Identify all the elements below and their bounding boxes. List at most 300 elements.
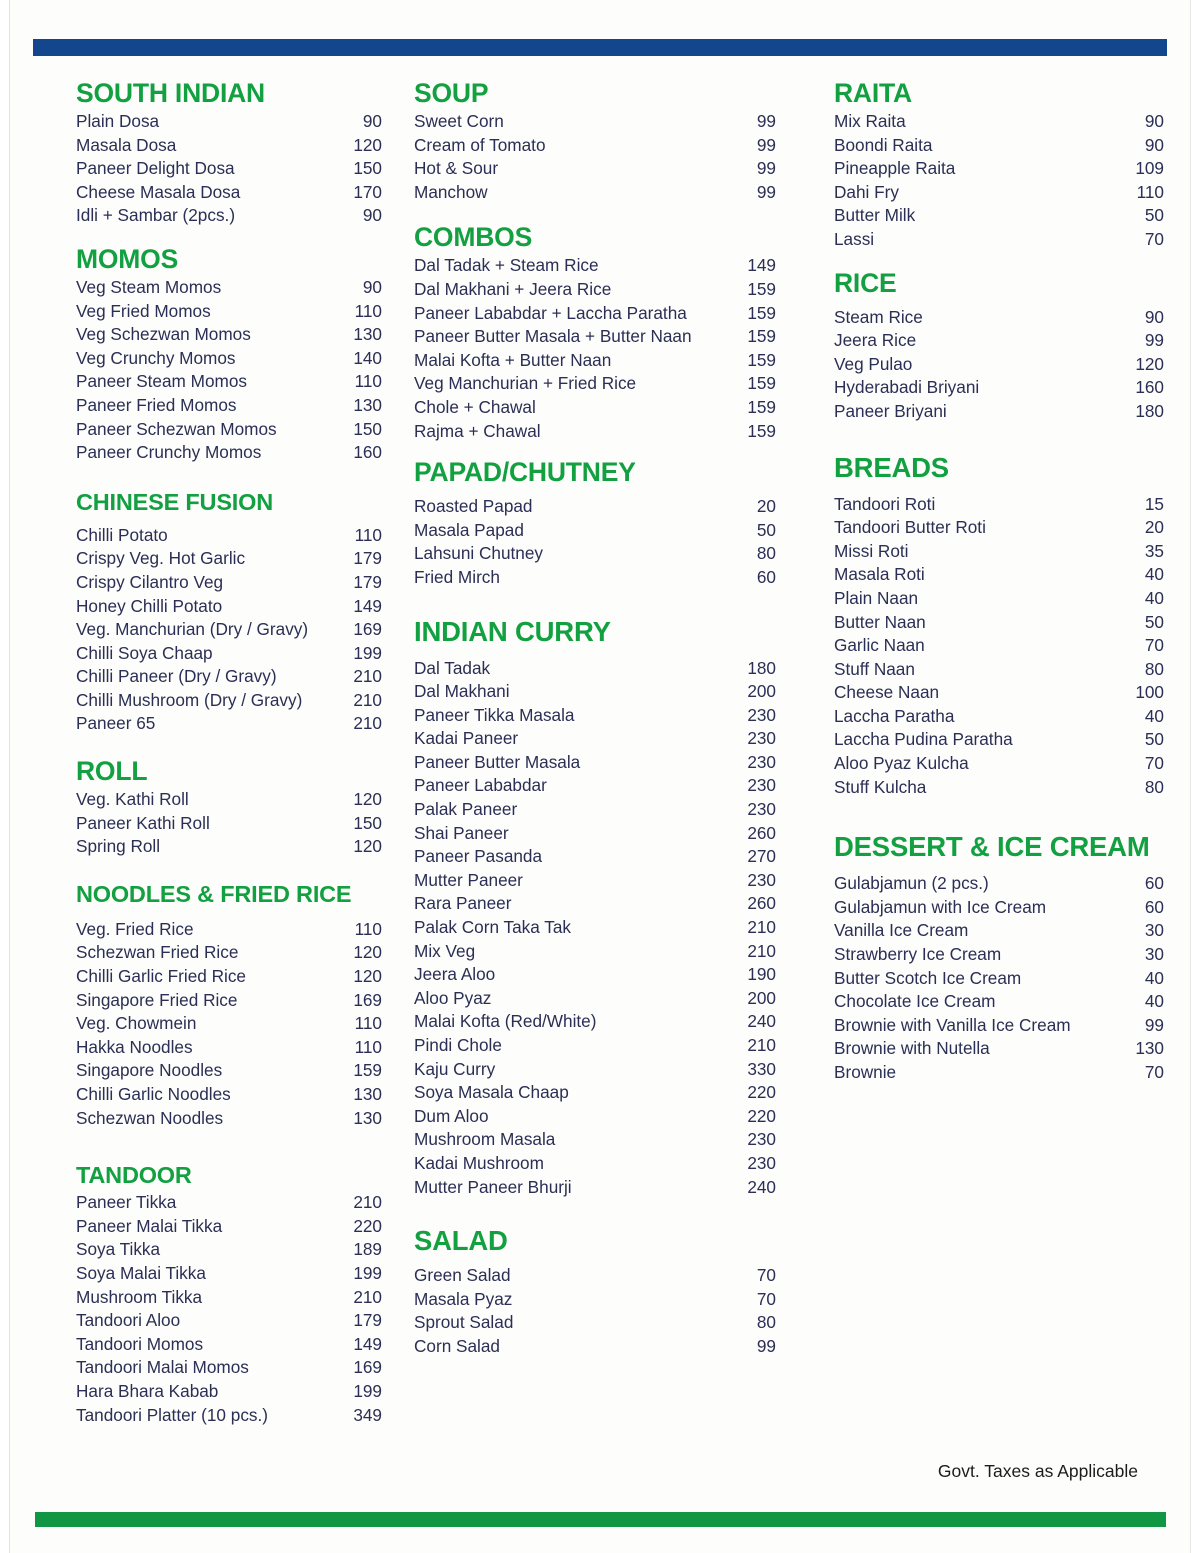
menu-item-price: 50: [756, 519, 776, 540]
menu-item-name: Butter Milk: [834, 205, 916, 226]
menu-item-price: 159: [747, 302, 776, 323]
menu-item-price: 50: [1144, 205, 1164, 226]
menu-item-row: [76, 835, 382, 859]
menu-item-row: [414, 1311, 776, 1335]
menu-item-name: Hot & Sour: [414, 158, 499, 179]
menu-item-row: [414, 1105, 776, 1129]
menu-item-price: 169: [353, 619, 382, 640]
menu-item-name: Chilli Paneer (Dry / Gravy): [76, 666, 277, 687]
menu-item-price: 50: [1144, 729, 1164, 750]
menu-item-name: Butter Scotch Ice Cream: [834, 967, 1022, 988]
menu-item-row: [834, 658, 1164, 682]
menu-item-list: [414, 110, 776, 204]
menu-item-row: [834, 728, 1164, 752]
menu-item-row: [76, 1107, 382, 1131]
menu-item-name: Mushroom Masala: [414, 1129, 556, 1150]
menu-item-name: Hyderabadi Briyani: [834, 377, 980, 398]
section-title: MOMOS: [76, 243, 179, 274]
menu-item-row: [76, 642, 382, 666]
menu-item-price: 40: [1144, 705, 1164, 726]
menu-item-name: Cheese Masala Dosa: [76, 181, 241, 202]
menu-item-row: [76, 1380, 382, 1404]
menu-item-price: 220: [353, 1215, 382, 1236]
menu-item-row: [414, 1081, 776, 1105]
menu-item-row: [414, 869, 776, 893]
menu-item-price: 230: [747, 869, 776, 890]
menu-item-price: 30: [1144, 920, 1164, 941]
menu-item-name: Steam Rice: [834, 306, 923, 327]
menu-item-name: Chilli Garlic Noodles: [76, 1084, 231, 1104]
menu-item-row: [76, 571, 382, 595]
menu-item-price: 90: [362, 276, 382, 297]
menu-item-row: [834, 896, 1164, 920]
menu-item-price: 210: [353, 666, 382, 687]
menu-item-price: 110: [354, 300, 382, 321]
section-title: RAITA: [834, 78, 912, 108]
menu-item-name: Plain Dosa: [76, 111, 160, 131]
menu-item-name: Kadai Mushroom: [414, 1152, 544, 1173]
menu-section: [76, 244, 382, 465]
menu-item-name: Mutter Paneer: [414, 869, 523, 890]
menu-item-name: Malai Kofta (Red/White): [414, 1011, 597, 1032]
menu-item-price: 190: [747, 964, 776, 985]
menu-item-name: Paneer Schezwan Momos: [76, 418, 277, 439]
menu-item-price: 260: [747, 893, 776, 914]
menu-item-name: Palak Corn Taka Tak: [414, 917, 572, 938]
menu-item-name: Tandoori Aloo: [76, 1310, 181, 1331]
menu-item-name: Brownie: [834, 1062, 897, 1082]
menu-item-row: [76, 1333, 382, 1357]
menu-item-price: 330: [747, 1058, 776, 1079]
menu-item-price: 20: [756, 496, 776, 517]
menu-item-price: 159: [747, 396, 776, 417]
menu-item-row: [834, 1061, 1164, 1085]
menu-item-name: Vanilla Ice Cream: [834, 920, 969, 941]
menu-item-row: [834, 376, 1164, 400]
menu-item-name: Jeera Rice: [834, 330, 917, 351]
menu-item-row: [834, 611, 1164, 635]
menu-item-price: 99: [756, 158, 776, 179]
menu-item-row: [76, 918, 382, 942]
menu-item-row: [834, 752, 1164, 776]
menu-item-price: 70: [1144, 1062, 1164, 1082]
menu-item-price: 99: [756, 181, 776, 202]
menu-item-row: [414, 420, 776, 444]
menu-item-row: [414, 1034, 776, 1058]
menu-item-list: [414, 254, 776, 443]
menu-item-row: [76, 181, 382, 205]
menu-section: [76, 756, 382, 859]
menu-item-row: [414, 325, 776, 349]
menu-item-row: [76, 347, 382, 371]
menu-item-price: 110: [1136, 181, 1164, 202]
menu-item-price: 230: [747, 1129, 776, 1150]
menu-item-row: [834, 157, 1164, 181]
menu-item-name: Paneer Malai Tikka: [76, 1215, 223, 1236]
menu-item-price: 180: [747, 657, 776, 678]
menu-item-price: 120: [353, 836, 382, 857]
menu-item-row: [834, 634, 1164, 658]
menu-item-list: [76, 788, 382, 859]
menu-item-row: [76, 547, 382, 571]
menu-item-name: Honey Chilli Potato: [76, 595, 223, 616]
menu-item-price: 110: [354, 524, 382, 545]
menu-item-name: Veg Manchurian + Fried Rice: [414, 373, 637, 394]
menu-item-name: Veg Fried Momos: [76, 300, 211, 321]
menu-item-price: 260: [747, 822, 776, 843]
menu-item-row: [414, 1288, 776, 1312]
menu-item-row: [414, 181, 776, 205]
menu-item-price: 99: [756, 111, 776, 131]
menu-item-name: Dum Aloo: [414, 1105, 489, 1126]
menu-item-price: 70: [1144, 228, 1164, 249]
menu-section: [414, 1225, 776, 1358]
menu-item-price: 40: [1144, 991, 1164, 1012]
menu-item-name: Chilli Soya Chaap: [76, 642, 213, 663]
menu-item-name: Veg Schezwan Momos: [76, 324, 251, 345]
menu-item-name: Dahi Fry: [834, 181, 899, 202]
menu-item-row: [834, 563, 1164, 587]
menu-item-price: 99: [756, 134, 776, 155]
menu-item-row: [76, 1238, 382, 1262]
menu-item-price: 220: [747, 1105, 776, 1126]
menu-section: [834, 268, 1164, 424]
menu-item-name: Dal Tadak + Steam Rice: [414, 255, 599, 276]
menu-item-price: 200: [747, 681, 776, 702]
menu-item-name: Tandoori Malai Momos: [76, 1357, 249, 1378]
menu-item-list: [834, 110, 1164, 252]
menu-item-name: Dal Makhani: [414, 681, 510, 702]
menu-section: [76, 489, 382, 736]
menu-item-row: [414, 704, 776, 728]
menu-item-row: [834, 181, 1164, 205]
menu-item-price: 210: [353, 1192, 382, 1213]
menu-item-list: [414, 495, 776, 589]
menu-item-row: [834, 943, 1164, 967]
menu-item-row: [414, 657, 776, 681]
menu-item-name: Malai Kofta + Butter Naan: [414, 349, 612, 370]
menu-item-row: [414, 1264, 776, 1288]
menu-item-price: 110: [354, 371, 382, 392]
menu-item-row: [76, 1083, 382, 1107]
menu-item-row: [414, 1128, 776, 1152]
column-2: [400, 78, 820, 1427]
menu-item-row: [834, 516, 1164, 540]
menu-item-name: Paneer Steam Momos: [76, 371, 247, 392]
menu-item-price: 109: [1135, 158, 1164, 179]
menu-item-price: 149: [747, 255, 776, 276]
menu-item-name: Plain Naan: [834, 587, 919, 608]
menu-item-name: Masala Papad: [414, 519, 524, 540]
menu-item-list: [76, 276, 382, 465]
menu-item-name: Chole + Chawal: [414, 396, 536, 417]
menu-item-name: Veg. Kathi Roll: [76, 789, 189, 810]
menu-item-name: Masala Pyaz: [414, 1288, 513, 1309]
section-title: COMBOS: [414, 222, 533, 253]
section-title: SALAD: [414, 1225, 508, 1257]
menu-item-name: Stuff Naan: [834, 658, 915, 679]
menu-section: [414, 457, 776, 589]
menu-section: [76, 1162, 382, 1427]
menu-item-price: 90: [1144, 111, 1164, 131]
menu-item-row: [414, 349, 776, 373]
menu-item-name: Manchow: [414, 181, 488, 202]
menu-item-row: [76, 1012, 382, 1036]
menu-item-name: Soya Masala Chaap: [414, 1082, 569, 1103]
menu-item-name: Lahsuni Chutney: [414, 543, 543, 564]
menu-item-name: Paneer Tikka Masala: [414, 704, 575, 725]
menu-item-row: [414, 845, 776, 869]
menu-item-name: Singapore Noodles: [76, 1060, 223, 1081]
menu-item-row: [414, 278, 776, 302]
menu-item-name: Veg Crunchy Momos: [76, 347, 236, 368]
tax-note: Govt. Taxes as Applicable: [937, 1461, 1138, 1481]
menu-item-price: 199: [353, 642, 382, 663]
menu-item-price: 159: [747, 326, 776, 347]
menu-item-row: [76, 1036, 382, 1060]
menu-item-name: Fried Mirch: [414, 566, 500, 587]
menu-item-row: [76, 1286, 382, 1310]
menu-item-row: [76, 989, 382, 1013]
menu-item-price: 230: [747, 704, 776, 725]
menu-item-name: Chilli Garlic Fried Rice: [76, 966, 246, 987]
menu-item-name: Palak Paneer: [414, 799, 518, 820]
menu-item-price: 199: [353, 1262, 382, 1283]
menu-item-row: [414, 940, 776, 964]
menu-item-price: 70: [756, 1288, 776, 1309]
menu-item-name: Green Salad: [414, 1265, 511, 1286]
menu-item-name: Paneer Kathi Roll: [76, 812, 210, 833]
menu-item-name: Pineapple Raita: [834, 158, 956, 179]
menu-item-row: [834, 705, 1164, 729]
menu-item-price: 240: [747, 1011, 776, 1032]
menu-item-name: Mushroom Tikka: [76, 1286, 203, 1307]
menu-item-price: 80: [1144, 776, 1164, 797]
menu-item-list: [834, 872, 1164, 1084]
menu-item-row: [414, 519, 776, 543]
menu-columns: [0, 78, 1200, 1427]
section-title: TANDOOR: [76, 1162, 192, 1189]
menu-item-price: 80: [1144, 658, 1164, 679]
menu-item-price: 159: [747, 373, 776, 394]
menu-item-price: 230: [747, 728, 776, 749]
menu-item-row: [414, 963, 776, 987]
menu-item-name: Hara Bhara Kabab: [76, 1380, 219, 1401]
menu-item-price: 210: [353, 1286, 382, 1307]
menu-item-row: [76, 1262, 382, 1286]
menu-item-price: 70: [756, 1265, 776, 1286]
menu-item-name: Boondi Raita: [834, 134, 933, 155]
section-title: CHINESE FUSION: [76, 488, 273, 515]
menu-item-price: 15: [1144, 493, 1164, 514]
menu-item-row: [414, 495, 776, 519]
menu-item-name: Singapore Fried Rice: [76, 989, 238, 1010]
menu-item-price: 120: [353, 134, 382, 155]
menu-item-name: Strawberry Ice Cream: [834, 944, 1002, 965]
menu-item-name: Veg. Fried Rice: [76, 918, 194, 939]
menu-item-row: [834, 134, 1164, 158]
menu-item-row: [76, 1191, 382, 1215]
menu-item-name: Gulabjamun (2 pcs.): [834, 873, 989, 894]
menu-item-row: [834, 587, 1164, 611]
menu-item-price: 270: [747, 846, 776, 867]
menu-item-name: Shai Paneer: [414, 822, 509, 843]
menu-item-price: 60: [756, 566, 776, 587]
menu-item-row: [414, 1010, 776, 1034]
menu-item-row: [834, 353, 1164, 377]
menu-item-price: 120: [353, 966, 382, 987]
menu-item-row: [76, 665, 382, 689]
section-title: PAPAD/CHUTNEY: [414, 457, 636, 488]
menu-item-price: 169: [353, 989, 382, 1010]
menu-item-price: 159: [747, 278, 776, 299]
menu-item-price: 230: [747, 799, 776, 820]
menu-item-row: [76, 1356, 382, 1380]
menu-item-price: 99: [1144, 1014, 1164, 1035]
menu-item-row: [76, 394, 382, 418]
menu-item-name: Spring Roll: [76, 836, 161, 857]
menu-item-row: [76, 812, 382, 836]
menu-item-name: Aloo Pyaz: [414, 987, 492, 1008]
menu-item-price: 230: [747, 751, 776, 772]
section-title: INDIAN CURRY: [414, 615, 611, 647]
menu-item-name: Pindi Chole: [414, 1035, 502, 1055]
menu-item-row: [414, 157, 776, 181]
menu-item-name: Laccha Pudina Paratha: [834, 729, 1013, 750]
section-title: DESSERT & ICE CREAM: [834, 831, 1150, 863]
menu-item-price: 90: [1144, 306, 1164, 327]
menu-item-row: [834, 1014, 1164, 1038]
menu-item-row: [414, 110, 776, 134]
menu-item-name: Idli + Sambar (2pcs.): [76, 205, 236, 226]
menu-item-name: Chocolate Ice Cream: [834, 991, 996, 1012]
menu-item-price: 99: [1144, 330, 1164, 351]
menu-section: [834, 831, 1164, 1084]
menu-item-name: Paneer Butter Masala: [414, 751, 581, 772]
menu-item-row: [76, 712, 382, 736]
menu-item-name: Missi Roti: [834, 540, 909, 561]
menu-item-row: [834, 776, 1164, 800]
menu-section: [414, 78, 776, 204]
menu-item-row: [414, 1152, 776, 1176]
footer-rule-green: [35, 1512, 1166, 1527]
menu-item-row: [76, 418, 382, 442]
menu-item-row: [76, 689, 382, 713]
menu-item-name: Soya Malai Tikka: [76, 1262, 206, 1283]
menu-item-row: [414, 822, 776, 846]
menu-item-name: Paneer Butter Masala + Butter Naan: [414, 326, 692, 347]
menu-item-price: 150: [353, 418, 382, 439]
menu-item-price: 210: [747, 1035, 776, 1055]
menu-item-name: Tandoori Roti: [834, 493, 936, 514]
menu-item-price: 179: [353, 1310, 382, 1331]
menu-item-row: [76, 204, 382, 228]
menu-item-price: 90: [362, 111, 382, 131]
menu-item-name: Paneer Tikka: [76, 1192, 177, 1213]
menu-item-price: 150: [353, 158, 382, 179]
menu-item-row: [76, 276, 382, 300]
menu-item-row: [414, 566, 776, 590]
menu-item-row: [76, 300, 382, 324]
menu-item-name: Mix Veg: [414, 940, 476, 961]
menu-item-row: [76, 595, 382, 619]
menu-item-row: [414, 1058, 776, 1082]
menu-item-name: Garlic Naan: [834, 635, 925, 656]
menu-item-price: 210: [747, 940, 776, 961]
menu-item-row: [834, 110, 1164, 134]
menu-item-list: [76, 110, 382, 228]
menu-item-row: [414, 916, 776, 940]
menu-item-price: 199: [353, 1380, 382, 1401]
menu-item-list: [76, 918, 382, 1130]
menu-item-row: [76, 524, 382, 548]
menu-item-price: 80: [756, 1312, 776, 1333]
menu-item-price: 150: [353, 812, 382, 833]
menu-item-row: [414, 254, 776, 278]
menu-item-row: [414, 302, 776, 326]
menu-item-name: Sweet Corn: [414, 111, 504, 131]
menu-item-price: 60: [1144, 896, 1164, 917]
menu-item-list: [834, 493, 1164, 800]
menu-item-name: Crispy Veg. Hot Garlic: [76, 548, 246, 569]
menu-item-name: Roasted Papad: [414, 496, 533, 517]
menu-item-price: 130: [353, 324, 382, 345]
menu-item-name: Gulabjamun with Ice Cream: [834, 896, 1047, 917]
menu-item-price: 90: [1144, 134, 1164, 155]
menu-item-price: 170: [353, 181, 382, 202]
menu-item-row: [834, 990, 1164, 1014]
menu-item-price: 140: [353, 347, 382, 368]
section-title: BREADS: [834, 451, 949, 483]
menu-item-list: [414, 1264, 776, 1358]
menu-item-name: Aloo Pyaz Kulcha: [834, 753, 969, 774]
menu-item-row: [414, 1176, 776, 1200]
column-3: [820, 78, 1200, 1427]
menu-item-row: [76, 965, 382, 989]
menu-item-row: [834, 204, 1164, 228]
menu-item-row: [414, 680, 776, 704]
menu-item-name: Lassi: [834, 228, 875, 249]
menu-item-row: [414, 798, 776, 822]
menu-item-price: 240: [747, 1176, 776, 1197]
menu-item-row: [76, 788, 382, 812]
menu-item-price: 220: [747, 1082, 776, 1103]
menu-item-list: [834, 306, 1164, 424]
menu-item-name: Paneer Pasanda: [414, 846, 543, 867]
menu-item-name: Masala Dosa: [76, 134, 177, 155]
menu-item-name: Veg. Chowmein: [76, 1013, 197, 1034]
menu-item-price: 40: [1144, 564, 1164, 585]
menu-item-name: Paneer Delight Dosa: [76, 158, 235, 179]
menu-item-name: Tandoori Momos: [76, 1333, 204, 1354]
menu-item-price: 349: [353, 1404, 382, 1425]
menu-item-name: Dal Tadak: [414, 657, 491, 678]
menu-item-name: Cream of Tomato: [414, 134, 546, 155]
menu-item-price: 159: [353, 1060, 382, 1081]
menu-section: [834, 452, 1164, 800]
menu-item-name: Schezwan Noodles: [76, 1107, 224, 1128]
menu-item-price: 40: [1144, 587, 1164, 608]
menu-item-name: Paneer Crunchy Momos: [76, 442, 262, 463]
menu-item-row: [414, 396, 776, 420]
menu-item-price: 70: [1144, 753, 1164, 774]
section-title: ROLL: [76, 756, 148, 787]
menu-item-name: Butter Naan: [834, 611, 926, 632]
menu-item-row: [76, 1404, 382, 1428]
menu-item-price: 210: [747, 917, 776, 938]
section-title: NOODLES & FRIED RICE: [76, 880, 352, 907]
menu-item-row: [834, 493, 1164, 517]
